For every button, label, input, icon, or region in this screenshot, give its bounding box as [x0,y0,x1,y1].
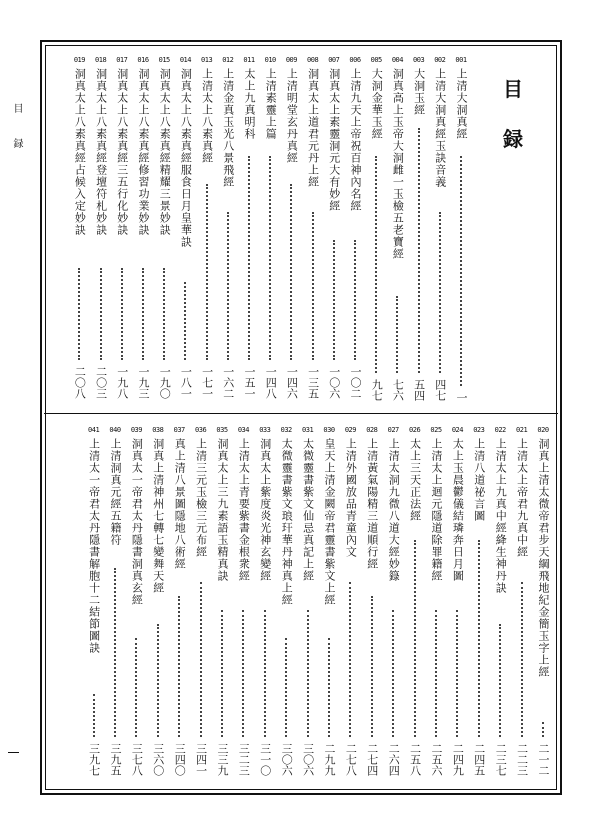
toc-entry [88,426,101,782]
leader-dots [307,610,311,737]
leader-dots [290,184,294,360]
leader-dots [371,596,375,737]
toc-entry [473,426,486,782]
toc-entry [179,56,192,405]
entry-page: 一九八 [115,366,129,399]
entry-page: 一四六 [285,366,299,399]
leader-dots [354,240,358,360]
entry-title: 洞真太上八素真經登壇符札妙訣 [94,68,108,236]
side-margin-mark [8,752,19,753]
toc-entry [73,56,86,405]
entry-page: 四七 [433,379,447,401]
toc-entry [307,56,320,405]
leader-dots [460,156,464,386]
entry-title: 上清太上帝君九真中經 [515,438,529,558]
toc-entry [259,426,272,782]
toc-entry [349,56,362,405]
entry-number: 022 [494,426,506,434]
leader-dots [435,610,439,737]
toc-entry [370,56,383,405]
entry-number: 017 [116,56,128,64]
entry-page: 二五八 [408,743,422,776]
entry-number: 004 [391,56,403,64]
entry-title: 上清太上八素真經 [200,68,214,164]
toc-entry [285,56,298,405]
toc-entry [116,56,129,405]
leader-dots [333,240,337,360]
entry-page: 二九九 [323,743,336,776]
entry-number: 003 [413,56,425,64]
entry-title: 洞真太上八素真經三五行化妙訣 [115,68,129,236]
entry-number: 010 [264,56,276,64]
entry-title: 上清大洞真經玉訣音義 [433,68,447,188]
entry-page: 一八一 [179,366,193,399]
entry-title: 洞真太上八素真經服食日月皇華訣 [179,68,193,248]
leader-dots [439,212,443,373]
entry-page: 三二三 [237,743,251,776]
toc-entry [130,426,143,782]
leader-dots [478,540,482,737]
toc-entry [216,426,229,782]
entry-number: 012 [222,56,234,64]
entry-title: 太上九真明科 [243,68,256,140]
entry-title: 太上三天正法經 [408,438,422,522]
entry-page: 一〇二 [349,366,362,399]
entry-page: 一五一 [243,366,256,399]
leader-dots [328,638,332,737]
entry-title: 上清太上迴元隱道除罪籍經 [430,438,443,582]
entry-title: 洞真上清太微帝君步天綱飛地紀金簡玉字上經 [537,438,550,678]
entry-page: 二二三 [515,743,529,776]
entry-number: 016 [137,56,149,64]
leader-dots [375,156,379,373]
entry-title: 真上清八景圖隱地八術經 [173,438,187,570]
entry-title: 洞真太上道君元丹上經 [306,68,320,188]
entry-title: 上清大洞真經 [455,68,468,140]
entry-number: 039 [130,426,142,434]
entry-number: 036 [195,426,207,434]
entry-number: 030 [323,426,335,434]
entry-page: 三九五 [109,743,122,776]
entry-page: 二五六 [430,743,443,776]
entry-number: 020 [537,426,549,434]
entry-number: 009 [285,56,297,64]
entry-page: 九七 [370,379,384,401]
toc-entry [323,426,336,782]
entry-title: 上清洞真元經五籍符 [109,438,122,546]
leader-dots [418,128,422,373]
toc-entry [430,426,443,782]
toc-title-second: 録 [503,127,523,151]
entry-title: 洞真太上素靈洞元大有妙經 [327,68,341,212]
entry-page: 一六二 [221,366,235,399]
leader-dots [312,212,316,360]
toc-entry [434,56,447,405]
toc-entry [302,426,315,782]
entry-number: 007 [328,56,340,64]
entry-title: 上清黃氣陽精三道順行經 [365,438,379,570]
side-header-title: 目 [11,103,22,113]
toc-entry [366,426,379,782]
toc-entry [222,56,235,405]
entry-number: 001 [455,56,467,64]
entry-page: 三三九 [216,743,229,776]
leader-dots [285,638,289,737]
entry-number: 014 [179,56,191,64]
toc-entry [455,56,468,405]
entry-page: 三〇六 [301,743,315,776]
leader-dots [227,212,231,360]
entry-page: 三六〇 [151,743,165,776]
entry-title: 太微靈書紫文仙忌真記上經 [301,438,315,582]
leader-dots [200,582,204,737]
entry-page: 一 [455,392,468,403]
entry-page: 三一〇 [258,743,272,776]
entry-page: 一九三 [137,366,150,399]
leader-dots [499,624,503,737]
entry-number: 011 [243,56,255,64]
entry-title: 洞真太一帝君太丹隱書洞真玄經 [130,438,144,606]
entry-title: 大洞玉經 [412,68,426,116]
leader-dots [542,722,546,737]
leader-dots [184,282,188,360]
entry-page: 三四一 [194,743,208,776]
entry-number: 040 [109,426,121,434]
entry-page: 二一二 [537,743,550,776]
toc-entry [494,426,507,782]
leader-dots [521,582,525,737]
entry-page: 五四 [412,379,426,401]
entry-page: 一〇六 [327,366,341,399]
entry-page: 七六 [391,379,405,401]
toc-entry [451,426,464,782]
toc-entry [137,56,150,405]
entry-number: 028 [366,426,378,434]
leader-dots [392,610,396,737]
toc-entry [152,426,165,782]
entry-number: 032 [280,426,292,434]
toc-entry [280,426,293,782]
entry-title: 洞真太上八素真經占候入定妙訣 [73,68,87,236]
entry-number: 029 [344,426,356,434]
entry-title: 上清九天上帝祝百神內名經 [349,68,362,212]
toc-entry [413,56,426,405]
entry-title: 上清八道祕言圖 [472,438,486,522]
entry-number: 023 [473,426,485,434]
toc-entry [409,426,422,782]
toc-entry [537,426,550,782]
entry-page: 一七一 [200,366,214,399]
leader-dots [206,184,210,360]
toc-entry [201,56,214,405]
entry-number: 013 [201,56,213,64]
entry-title: 上清太上青要紫書金根衆經 [237,438,251,582]
leader-dots [456,610,460,737]
entry-title: 洞真太上八素真經精耀三景妙訣 [158,68,172,236]
entry-page: 一三五 [306,366,320,399]
leader-dots [93,694,97,737]
leader-dots [349,582,353,737]
entry-title: 大洞金華玉經 [370,68,384,140]
leader-dots [414,540,418,737]
entry-number: 031 [302,426,314,434]
entry-page: 一九〇 [158,366,172,399]
entry-title: 洞真上清神州七轉七變舞天經 [151,438,165,594]
entry-title: 洞真太上三九素語玉精真訣 [216,438,229,582]
entry-number: 021 [516,426,528,434]
entry-number: 006 [349,56,361,64]
entry-page: 三〇六 [280,743,294,776]
toc-entry [387,426,400,782]
toc-entry [328,56,341,405]
entry-number: 026 [409,426,421,434]
entry-page: 三四〇 [173,743,187,776]
toc-entry [195,426,208,782]
entry-number: 008 [307,56,319,64]
entry-number: 033 [259,426,271,434]
leader-dots [100,268,104,360]
entry-number: 025 [430,426,442,434]
leader-dots [248,156,252,360]
leader-dots [269,156,273,360]
leader-dots [135,638,139,737]
entry-title: 上清外國放品青童內文 [344,438,358,558]
leader-dots [178,596,182,737]
toc-entry [158,56,171,405]
entry-title: 皇天上清金闕帝君靈書紫文上經 [323,438,336,606]
entry-title: 洞真高上玉帝大洞雌一玉檢五老寶經 [391,68,405,260]
entry-page: 二四五 [472,743,486,776]
entry-number: 019 [73,56,85,64]
entry-page: 二〇三 [94,366,108,399]
entry-title: 上清明堂玄丹真經 [285,68,299,164]
entry-title: 上清太上九真中經絳生神丹訣 [494,438,508,594]
leader-dots [78,268,82,360]
entry-number: 027 [387,426,399,434]
entry-page: 二六四 [387,743,401,776]
entry-title: 太上玉晨鬱儀結璘奔日月圖 [451,438,465,582]
entry-number: 041 [88,426,100,434]
leader-dots [221,610,225,737]
entry-page: 三九七 [87,743,101,776]
leader-dots [163,268,167,360]
entry-number: 015 [158,56,170,64]
entry-title: 上清太洞九微八道大經妙籙 [387,438,401,582]
entry-title: 上清素靈上篇 [264,68,278,140]
entry-title: 上清金真玉光八景飛經 [221,68,235,188]
toc-entry [516,426,529,782]
leader-dots [121,268,125,360]
entry-page: 二七八 [344,743,358,776]
entry-number: 034 [237,426,249,434]
leader-dots [157,624,161,737]
side-header-title-2: 録 [11,138,22,148]
entry-page: 二四九 [451,743,465,776]
toc-entry [109,426,122,782]
entry-number: 037 [173,426,185,434]
toc-entry [243,56,256,405]
toc-entry [391,56,404,405]
toc-entry [264,56,277,405]
entry-title: 上清三元玉檢三元布經 [194,438,208,558]
toc-entry [237,426,250,782]
entry-page: 二七四 [365,743,379,776]
leader-dots [114,568,118,737]
toc-entry [344,426,357,782]
entry-number: 038 [152,426,164,434]
entry-number: 005 [370,56,382,64]
entry-page: 二〇八 [73,366,87,399]
leader-dots [396,296,400,373]
entry-title: 上清太一帝君太丹隱書解胞十二結節圖訣 [87,438,101,654]
entry-number: 035 [216,426,228,434]
leader-dots [142,268,146,360]
entry-title: 洞真太上紫度炎光神玄變經 [258,438,272,582]
leader-dots [264,610,268,737]
toc-title-first: 目 [503,77,523,101]
toc-entry [95,56,108,405]
entry-page: 二三七 [494,743,508,776]
entry-page: 三七八 [130,743,144,776]
toc-entry [173,426,186,782]
section-divider [44,413,558,414]
entry-title: 洞真太上八素真經修習功業妙訣 [137,68,150,236]
entry-number: 002 [434,56,446,64]
leader-dots [242,610,246,737]
entry-page: 一四八 [264,366,278,399]
entry-number: 024 [451,426,463,434]
entry-title: 太微靈書紫文琅玕華丹神真上經 [280,438,294,606]
entry-number: 018 [95,56,107,64]
